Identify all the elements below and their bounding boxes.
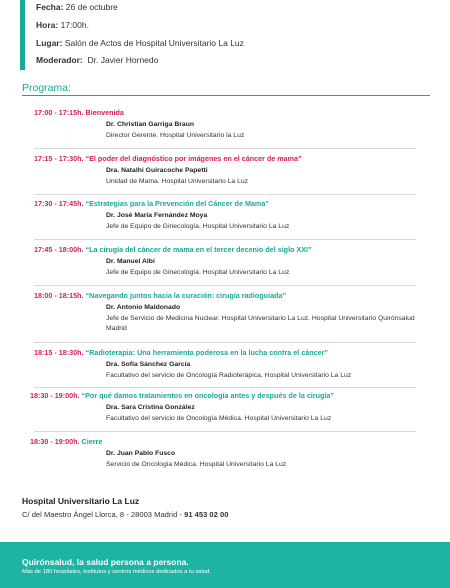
hospital-name: Hospital Universitario La Luz [22,496,140,506]
moderator-row [36,55,158,65]
item-topic: Bienvenida [85,108,124,117]
footer-subtitle: Más de 180 hospitales, institutos y centros médicos dedicados a tu salud. [22,569,211,575]
program-item [34,291,434,334]
program-item [34,154,434,187]
item-role: Jefe de Equipo de Ginecología. Hospital Universitario La Luz [106,223,290,230]
time-value: 17:00h. [60,20,89,30]
item-separator [34,239,416,240]
item-separator [34,387,416,388]
date-row [36,2,118,12]
item-heading [34,291,434,301]
program-divider [22,95,430,96]
item-role: Unidad de Mama. Hospital Universitario La Luz [106,178,249,185]
program-item [30,437,430,470]
item-heading [34,108,434,118]
item-heading [30,437,430,447]
item-time: 18:30 - 19:00h. [30,391,80,400]
time-label: Hora: [36,20,59,30]
item-topic: “Navegando juntos hacia la curación: cirugía radioguiada” [85,291,287,300]
info-accent-bar [20,0,25,70]
address-text: C/ del Maestro Ángel Llorca, 8 - 28003 Madrid - [22,510,185,519]
item-speaker: Dra. Sofía Sánchez García [106,361,191,368]
program-item [30,391,430,424]
item-separator [34,431,416,432]
moderator-value: Dr. Javier Hornedo [87,55,159,65]
date-label: Fecha: [36,2,64,12]
item-heading [34,245,434,255]
item-speaker: Dra. Sara Cristina González [106,404,195,411]
place-value: Salón de Actos de Hospital Universitario La Luz [64,38,244,48]
place-label: Lugar: [36,38,63,48]
item-speaker: Dr. José María Fernández Moya [106,212,208,219]
item-role: Director Gerente. Hospital Universitario la Luz [106,132,245,139]
item-speaker: Dr. Juan Pablo Fusco [106,450,176,457]
item-role: Jefe de Servicio de Medicina Nuclear. Hospital Universitario La Luz. Hospital Universitario Quirónsalud Madrid [106,315,415,332]
item-separator [34,148,416,149]
place-row [36,38,244,48]
program-item [34,108,434,141]
footer-banner [0,542,450,588]
item-separator [34,194,416,195]
item-topic: “Estrategias para la Prevención del Cáncer de Mama” [85,199,269,208]
item-topic: “Por qué damos tratamientos en oncología antes y después de la cirugía” [81,391,334,400]
item-topic: Cierre [81,437,103,446]
item-time: 17:15 - 17:30h. [34,154,84,163]
program-item [34,245,434,278]
date-value: 26 de octubre [65,2,118,12]
item-role: Jefe de Equipo de Ginecología. Hospital Universitario La Luz [106,269,290,276]
program-item [34,199,434,232]
item-time: 18:15 - 18:30h. [34,348,84,357]
item-role: Facultativo del servicio de Oncología Radioterápica, Hospital Universitario La Luz [106,372,352,379]
item-time: 18:00 - 18:15h. [34,291,84,300]
item-heading [34,199,434,209]
item-time: 18:30 - 19:00h. [30,437,80,446]
item-topic: “Radioterapia: Una herramienta poderosa en la lucha contra el cáncer” [85,348,329,357]
item-heading [34,348,434,358]
item-separator [34,342,416,343]
item-speaker: Dr. Christian Garriga Braun [106,121,195,128]
event-info [20,0,420,70]
item-heading [34,154,434,164]
item-speaker: Dr. Antonio Maldonado [106,304,181,311]
item-speaker: Dra. Natalhi Guiracoche Papetti [106,167,208,174]
item-topic: “El poder del diagnóstico por imágenes en el cáncer de mama” [85,154,302,163]
item-time: 17:45 - 18:00h. [34,245,84,254]
item-heading [30,391,430,401]
item-speaker: Dr. Manuel Albi [106,258,155,265]
item-time: 17:30 - 17:45h. [34,199,84,208]
program-title: Programa: [22,82,72,94]
hospital-address [22,510,228,519]
phone-number: 91 453 02 00 [184,510,229,519]
item-separator [34,285,416,286]
item-role: Facultativo del servicio de Oncología Médica. Hospital Universitario La Luz [106,415,332,422]
time-row [36,20,89,30]
program-item [34,348,434,381]
footer-slogan: Quirónsalud, la salud persona a persona. [22,557,189,567]
moderator-label: Moderador: [36,55,83,65]
item-time: 17:00 - 17:15h. [34,108,84,117]
item-topic: “La cirugía del cáncer de mama en el tercer decenio del siglo XXI” [85,245,312,254]
item-role: Servicio de Oncologia Médica. Hospital Universitario La Luz [106,461,287,468]
